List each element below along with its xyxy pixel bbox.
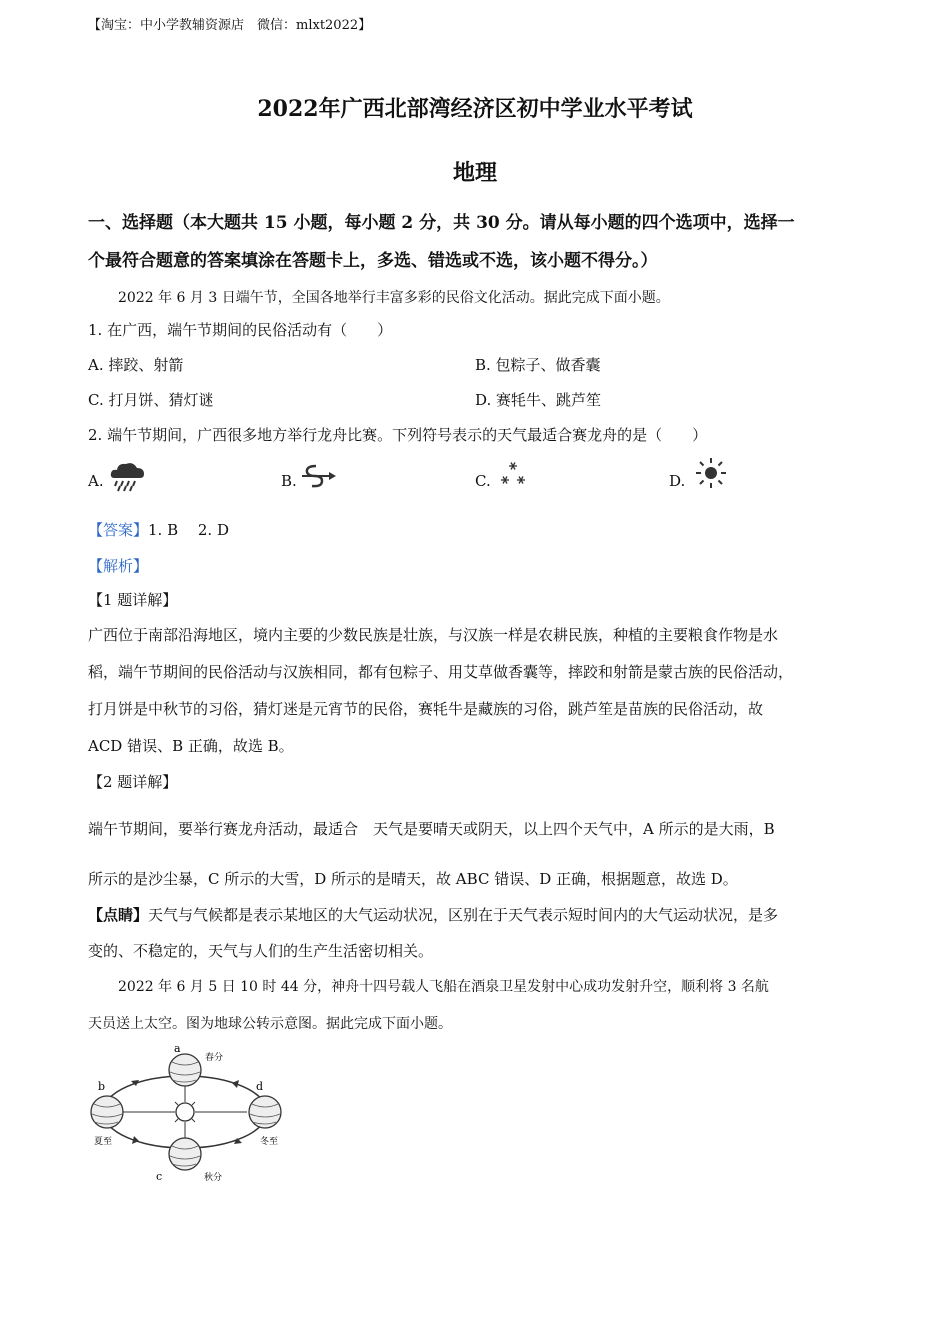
question-1-option-a: A. 摔跤、射箭	[88, 356, 184, 374]
orbit-label-d: d	[256, 1080, 264, 1093]
detail-2-heading: 【2 题详解】	[88, 773, 178, 791]
section-heading-line1: 一、选择题（本大题共 15 小题，每小题 2 分，共 30 分。请从每小题的四个选项中，选择一	[88, 213, 795, 233]
page-header: 【淘宝：中小学教辅资源店 微信：mlxt2022】	[88, 18, 372, 33]
dianjing-label: 【点睛】	[88, 906, 149, 924]
detail-1-line: 广西位于南部沿海地区，境内主要的少数民族是壮族，与汉族一样是农耕民族，种植的主要粮食作物是水	[88, 626, 779, 644]
season-label-winter: 冬至	[260, 1137, 279, 1147]
earth-revolution-diagram	[84, 1040, 290, 1184]
answer-line	[88, 519, 229, 540]
question-1-option-c: C. 打月饼、猜灯谜	[88, 391, 214, 409]
heavy-snow-icon	[497, 460, 529, 490]
sunny-icon	[694, 456, 728, 490]
orbit-label-a: a	[174, 1042, 181, 1055]
heavy-rain-icon	[108, 458, 148, 492]
question-1-stem: 1. 在广西，端午节期间的民俗活动有（ ）	[88, 321, 393, 339]
orbit-label-c: c	[156, 1170, 163, 1183]
detail-1-line: 打月饼是中秋节的习俗，猜灯迷是元宵节的民俗，赛牦牛是藏族的习俗，跳芦笙是苗族的民俗活动，故	[88, 700, 764, 718]
intro-paragraph-1: 2022 年 6 月 3 日端午节，全国各地举行丰富多彩的民俗文化活动。据此完成下面小题。	[118, 290, 670, 306]
intro-paragraph-2-line1: 2022 年 6 月 5 日 10 时 44 分，神舟十四号载人飞船在酒泉卫星发射中心成功发射升空，顺利将 3 名航	[118, 979, 769, 995]
dianjing-line2: 变的、不稳定的，天气与人们的生产生活密切相关。	[88, 942, 434, 960]
dianjing-text: 天气与气候都是表示某地区的大气运动状况，区别在于天气表示短时间内的大气运动状况，是多	[148, 906, 779, 924]
orbit-label-b: b	[98, 1080, 106, 1093]
question-1-option-d: D. 赛牦牛、跳芦笙	[475, 391, 602, 409]
answer-label: 【答案】	[88, 521, 149, 539]
question-2-option-a: A.	[88, 472, 104, 490]
season-label-autumn: 秋分	[204, 1173, 223, 1183]
dianjing-line1	[88, 904, 778, 925]
section-heading-line2: 个最符合题意的答案填涂在答题卡上，多选、错选或不选，该小题不得分。）	[88, 251, 658, 271]
intro-paragraph-2-line2: 天员送上太空。图为地球公转示意图。据此完成下面小题。	[88, 1016, 452, 1032]
exam-subject: 地理	[452, 160, 497, 186]
question-2-option-d: D.	[669, 472, 686, 490]
detail-1-heading: 【1 题详解】	[88, 591, 178, 609]
answer-text: 1. B 2. D	[148, 521, 229, 539]
season-label-spring: 春分	[205, 1053, 224, 1063]
question-2-option-c: C.	[475, 472, 491, 490]
detail-2-line: 端午节期间，要举行赛龙舟活动，最适合 天气是要晴天或阴天，以上四个天气中，A 所示的是大雨，B	[88, 820, 775, 838]
detail-1-line: 稻，端午节期间的民俗活动与汉族相同，都有包粽子、用艾草做香囊等，摔跤和射箭是蒙古族的民俗活动，	[88, 663, 794, 681]
sun-icon	[171, 1098, 199, 1126]
detail-2-line: 所示的是沙尘暴，C 所示的大雪，D 所示的是晴天，故 ABC 错误、D 正确，根据题意，故选 D。	[88, 870, 738, 888]
question-2-stem: 2. 端午节期间，广西很多地方举行龙舟比赛。下列符号表示的天气最适合赛龙舟的是（ ）	[88, 426, 708, 444]
question-2-option-b: B.	[281, 472, 297, 490]
exam-title: 2022年广西北部湾经济区初中学业水平考试	[257, 96, 693, 122]
detail-1-line: ACD 错误、B 正确，故选 B。	[88, 737, 294, 755]
season-label-summer: 夏至	[94, 1137, 113, 1147]
analysis-label: 【解析】	[88, 557, 149, 575]
question-1-option-b: B. 包粽子、做香囊	[475, 356, 601, 374]
sandstorm-icon	[298, 462, 338, 490]
